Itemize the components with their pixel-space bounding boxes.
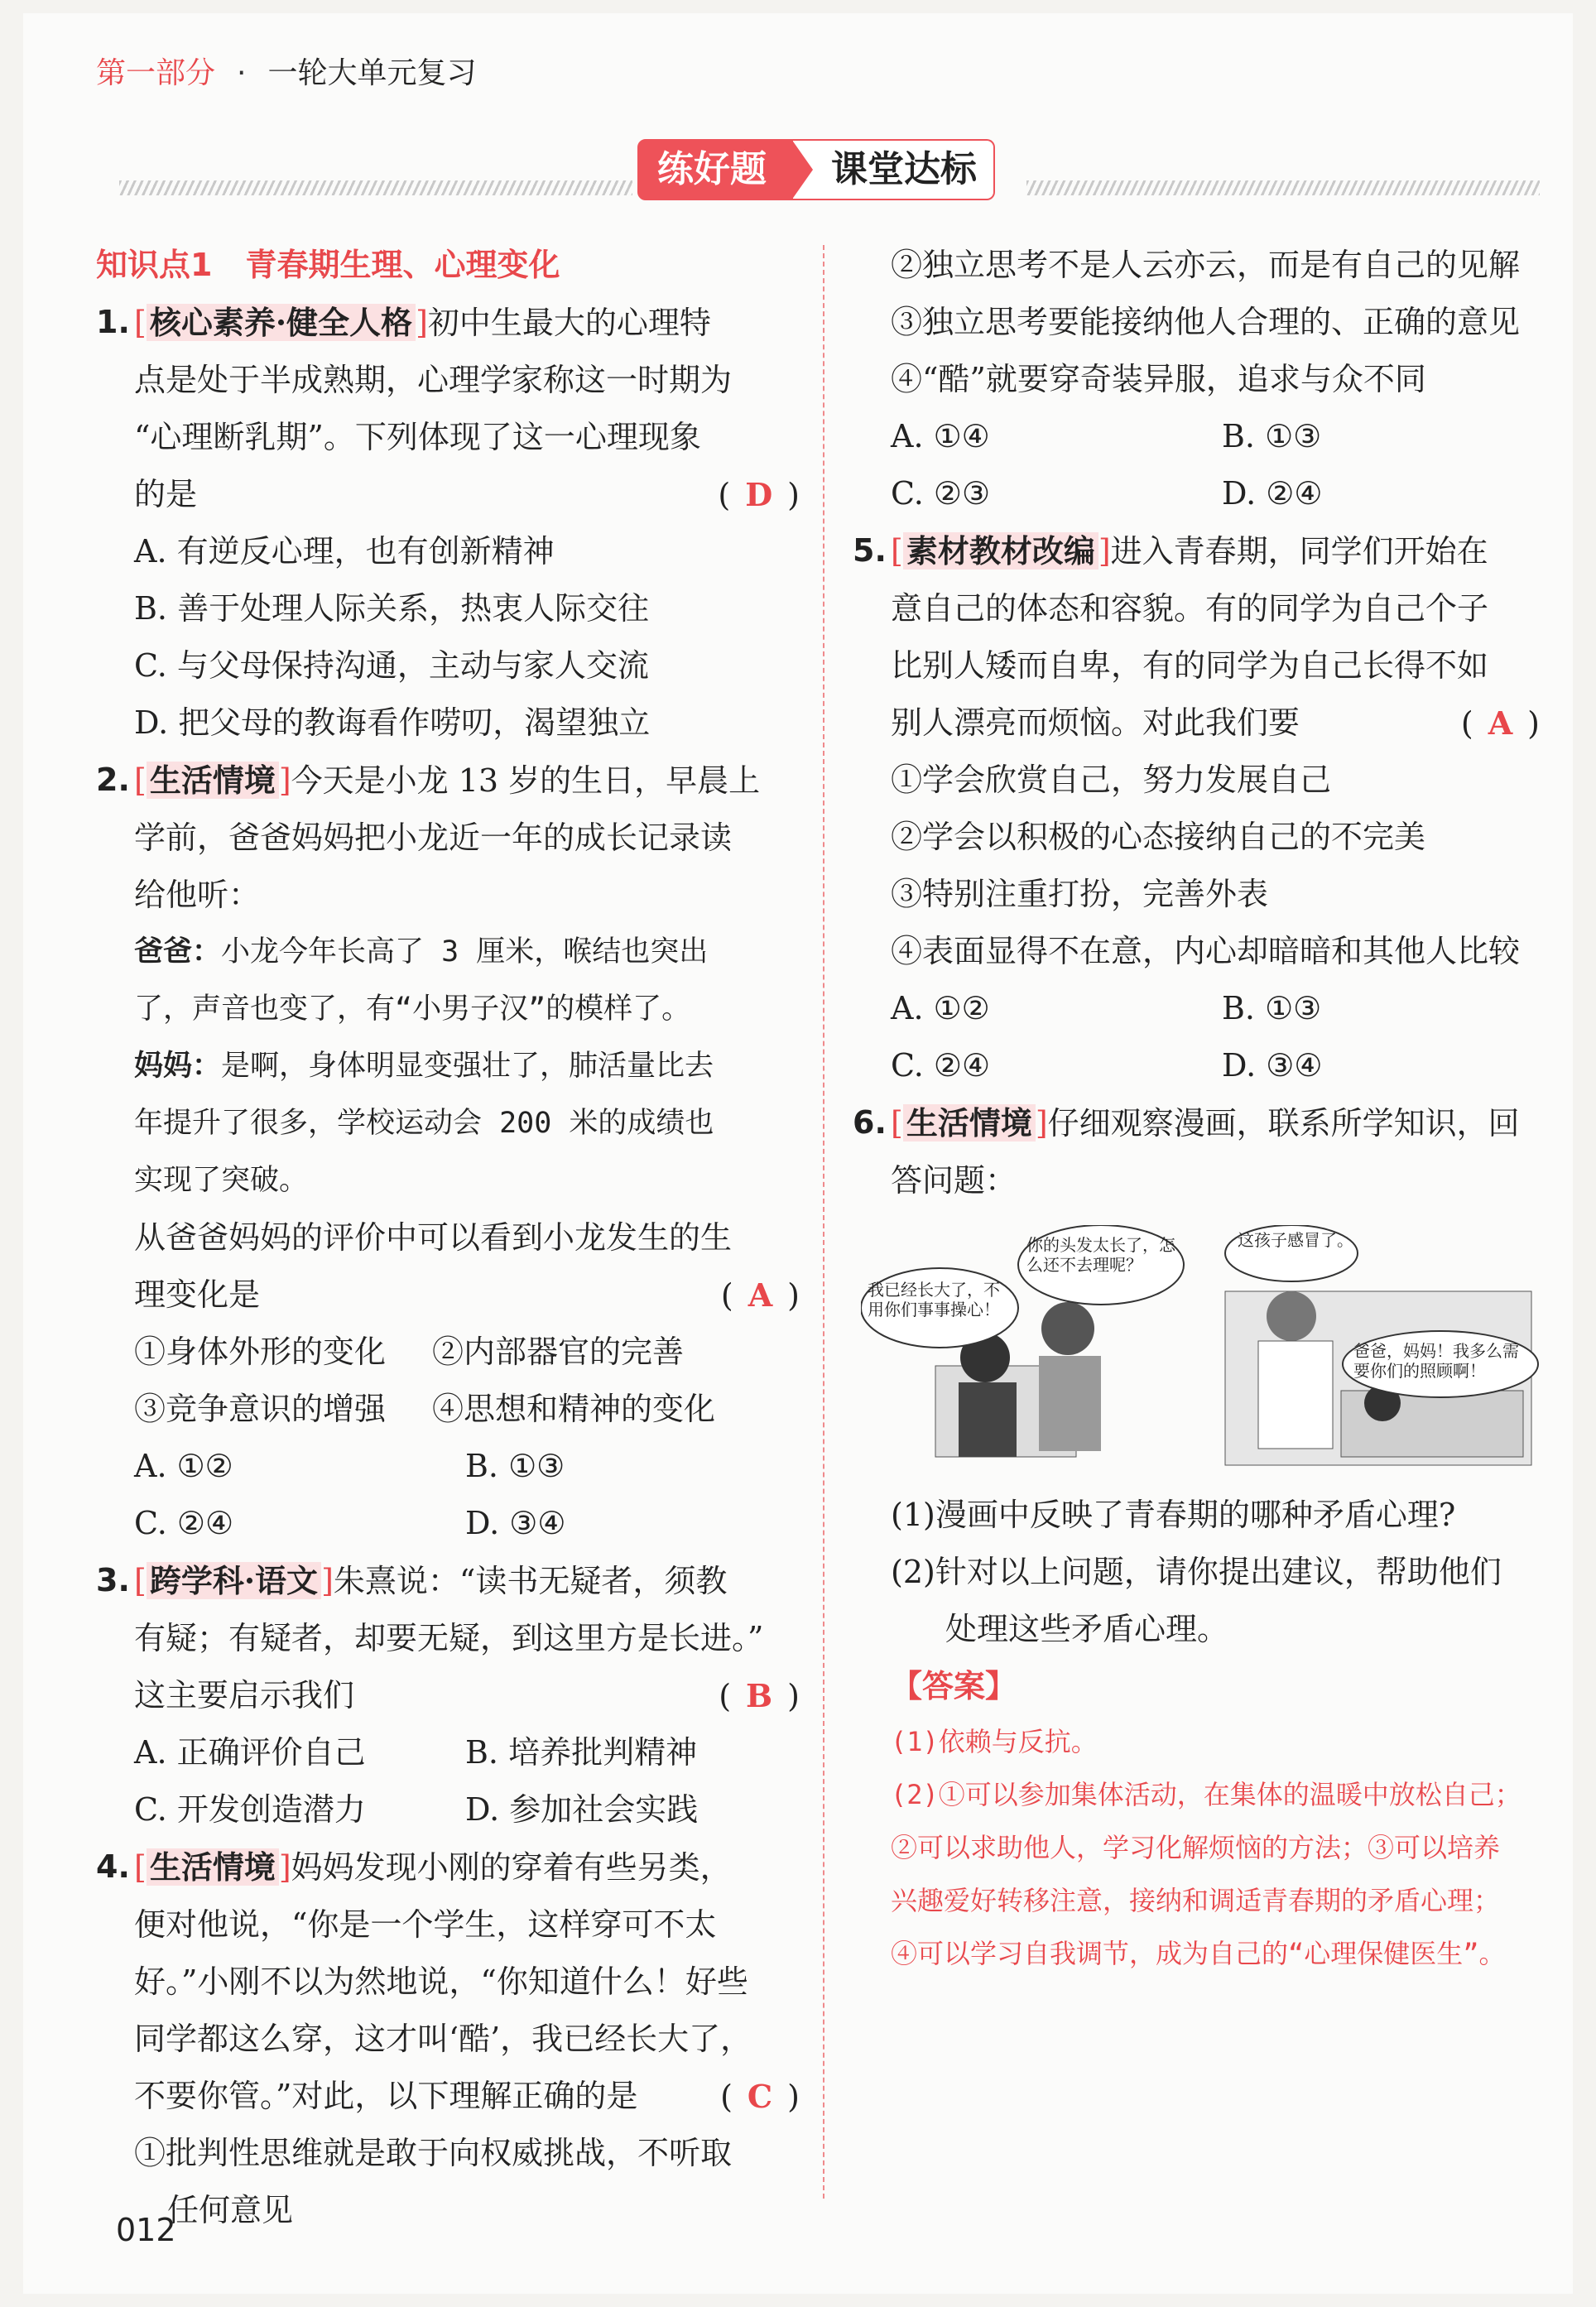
q-stem: 妈妈发现小刚的穿着有些另类， (291, 1849, 732, 1886)
answer-letter: D (745, 476, 773, 513)
item: ②独立思考不是人云亦云，而是有自己的见解 (891, 247, 1521, 283)
q-stem: 理变化是 (134, 1276, 261, 1313)
q-stem: 进入青春期，同学们开始在 (1110, 533, 1488, 570)
hatch-right (1026, 180, 1540, 195)
answer-text (853, 1715, 1540, 1980)
item: ④思想和精神的变化 (432, 1391, 716, 1427)
q-tag: 生活情境 (147, 762, 279, 799)
item: ①批判性思维就是敢于向权威挑战，不听取 (134, 2135, 733, 2171)
comic-mother-head (1041, 1302, 1094, 1355)
q-tag: 生活情境 (147, 1848, 279, 1886)
answer-letter: C (747, 2078, 773, 2115)
option: B. 善于处理人际关系，热衷人际交往 (134, 590, 650, 627)
q-stem: 意自己的体态和容貌。有的同学为自己个子 (891, 590, 1489, 627)
q-stem: 好。”小刚不以为然地说，“你知道什么！好些 (134, 1963, 748, 2000)
answer-letter: B (746, 1677, 773, 1714)
q-tag: 核心素养·健全人格 (147, 304, 416, 341)
option: A. 有逆反心理，也有创新精神 (134, 533, 555, 570)
q-stem: 有疑；有疑者，却要无疑，到这里方是长进。” (134, 1620, 764, 1656)
q-stem: 从爸爸妈妈的评价中可以看到小龙发生的生 (134, 1219, 733, 1256)
answer-label: 【答案】 (891, 1668, 1017, 1704)
option: C. 开发创造潜力 (134, 1791, 366, 1828)
dialogue: 是啊，身体明显变强壮了，肺活量比去 (221, 1050, 714, 1083)
page-number: 012 (116, 2212, 176, 2248)
kp-label: 知识点1 (96, 247, 213, 283)
q-stem: 仔细观察漫画，联系所学知识，回 (1047, 1105, 1520, 1141)
q-stem: 今天是小龙 13 岁的生日，早晨上 (291, 762, 761, 799)
sub-question: (1)漫画中反映了青春期的哪种矛盾心理? (891, 1497, 1456, 1533)
q-stem: 这主要启示我们 (134, 1677, 355, 1713)
bubble-2-text: 你的头发太长了，怎么还不去理呢？ (1026, 1235, 1175, 1275)
q-stem: “心理断乳期”。下列体现了这一心理现象 (134, 419, 701, 455)
item: ②内部器官的完善 (432, 1334, 685, 1370)
item: ③竞争意识的增强 (134, 1391, 387, 1427)
bubble-4-text: 爸爸，妈妈！我多么需要你们的照顾啊！ (1353, 1341, 1519, 1381)
answer-line: 兴趣爱好转移注意，接纳和调适青春期的矛盾心理； (891, 1885, 1501, 1916)
bubble-3-text: 这孩子感冒了。 (1238, 1230, 1353, 1250)
q6-subquestions (853, 1487, 1540, 1980)
hatch-left (119, 180, 632, 195)
kp-title: 青春期生理、心理变化 (245, 247, 560, 283)
answer-bracket: ( A ) (720, 1276, 800, 1314)
q-stem: 比别人矮而自卑，有的同学为自己长得不如 (891, 647, 1489, 684)
option: D. ②④ (1222, 475, 1323, 512)
banner-right: 课堂达标 (793, 139, 995, 200)
q-stem: 便对他说，“你是一个学生，这样穿可不太 (134, 1906, 717, 1943)
q-stem: 朱熹说：“读书无疑者，须教 (333, 1563, 728, 1599)
answer-bracket: ( C ) (720, 2078, 800, 2115)
option: C. ②③ (891, 475, 991, 512)
option: B. 培养批判精神 (465, 1734, 698, 1771)
dialogue: 了，声音也变了，有“小男子汉”的模样了。 (134, 992, 691, 1026)
item: ③特别注重打扮，完善外表 (891, 876, 1269, 912)
dialogue: 实现了突破。 (134, 1164, 309, 1197)
option: C. 与父母保持沟通，主动与家人交流 (134, 647, 649, 684)
option: C. ②④ (134, 1505, 234, 1541)
q-stem: 给他听： (134, 877, 261, 913)
answer-bracket: ( B ) (719, 1677, 800, 1714)
q-tag: 素材教材改编 (903, 532, 1098, 570)
option: D. 参加社会实践 (465, 1791, 699, 1828)
speaker-mom: 妈妈： (134, 1050, 222, 1083)
option: D. ③④ (1222, 1047, 1323, 1084)
knowledge-point-title (96, 237, 800, 294)
q-stem: 答问题： (891, 1162, 1017, 1199)
q-stem: 同学都这么穿，这才叫‘酷’，我已经长大了， (134, 2021, 752, 2057)
q-stem: 别人漂亮而烦恼。对此我们要 (891, 704, 1300, 741)
question-4: 4. [ 生活情境 ]妈妈发现小刚的穿着有些另类， 便对他说，“你是一个学生，这样穿可不太 好。”小刚不以为然地说，“你知道什么！好些 同学都这么穿，这才叫‘酷’，我已经长大了， 不要你管。”对此，以下理解正确的是 ( C ) ①批判性思维就是敢于向权威挑战，不听取 任何意见 (96, 1838, 800, 2239)
answer-letter: A (1488, 704, 1513, 742)
running-header (96, 50, 476, 92)
option: B. ①③ (1222, 990, 1322, 1026)
item: ④“酷”就要穿奇装异服，追求与众不同 (891, 361, 1426, 397)
option: B. ①③ (465, 1448, 565, 1484)
option: D. ③④ (465, 1505, 566, 1541)
answer-line: (2)①可以参加集体活动，在集体的温暖中放松自己； (891, 1779, 1521, 1810)
banner-left: 练好题 (637, 139, 793, 200)
left-column (96, 237, 800, 2239)
answer-letter: A (748, 1276, 773, 1314)
bubble-1-text: 我已经长大了，不用你们事事操心！ (868, 1280, 1000, 1319)
question-2: 2. [ 生活情境 ]今天是小龙 13 岁的生日，早晨上 学前，爸爸妈妈把小龙近一年的成长记录读 给他听： 爸爸：小龙今年长高了 3 厘米，喉结也突出 了，声音也变了，有“小男子汉”的模样了。 妈妈：是啊，身体明显变强壮了，肺活量比去 年提升了很多，学校运动会 200 米的成绩也 实现了突破。 从爸爸妈妈的评价中可以看到小龙发生的生 理变化是 ( A ) ①身体外形的变化 ②内部器官的完善 ③竞争意识的增强 ④思想和精神的变化 A. ①② B. ①③ C. ②④ D. ③④ (96, 752, 800, 1552)
option: D. 把父母的教诲看作唠叨，渴望独立 (134, 704, 651, 741)
q-tag: 生活情境 (903, 1104, 1036, 1141)
column-divider (823, 245, 824, 2199)
q-number: 3. (96, 1562, 130, 1598)
answer-bracket: ( A ) (1460, 704, 1540, 742)
item: 任何意见 (167, 2192, 294, 2228)
question-3: 3. [ 跨学科·语文 ]朱熹说：“读书无疑者，须教 有疑；有疑者，却要无疑，到这里方是长进。” 这主要启示我们 ( B ) A. 正确评价自己 B. 培养批判精神 C. 开发创造潜力 D. 参加社会实践 (96, 1552, 800, 1838)
comic-mother-body (1039, 1356, 1101, 1451)
dialogue: 小龙今年长高了 3 厘米，喉结也突出 (221, 935, 709, 968)
section-banner (637, 139, 995, 200)
q-number: 6. (853, 1104, 887, 1141)
comic-boy-body (959, 1382, 1017, 1457)
question-6: 6. [ 生活情境 ]仔细观察漫画，联系所学知识，回 答问题： (853, 1094, 1540, 1209)
right-column (853, 237, 1540, 1209)
q-stem: 的是 (134, 476, 198, 512)
item: ④表面显得不在意，内心却暗暗和其他人比较 (891, 933, 1521, 969)
q-number: 4. (96, 1848, 130, 1885)
q-stem: 学前，爸爸妈妈把小龙近一年的成长记录读 (134, 819, 733, 856)
comic-doctor-body (1258, 1341, 1333, 1449)
answer-bracket: ( D ) (718, 476, 800, 513)
q-number: 5. (853, 532, 887, 569)
speaker-dad: 爸爸： (134, 935, 222, 968)
answer-line: (1)依赖与反抗。 (891, 1726, 1098, 1757)
comic-illustration (861, 1225, 1540, 1473)
answer-line: ②可以求助他人，学习化解烦恼的方法；③可以培养 (891, 1832, 1501, 1863)
item: ①学会欣赏自己，努力发展自己 (891, 762, 1332, 798)
option: A. 正确评价自己 (134, 1734, 366, 1771)
header-part: 第一部分 (96, 56, 216, 90)
option: A. ①④ (891, 418, 990, 454)
option: A. ①② (891, 990, 990, 1026)
option: A. ①② (134, 1448, 233, 1484)
sub-question: 处理这些矛盾心理。 (945, 1611, 1229, 1647)
item: ②学会以积极的心态接纳自己的不完美 (891, 819, 1426, 855)
option: B. ①③ (1222, 418, 1322, 454)
option: C. ②④ (891, 1047, 991, 1084)
item: ①身体外形的变化 (134, 1334, 387, 1370)
header-dot: · (237, 56, 247, 90)
q-stem: 点是处于半成熟期，心理学家称这一时期为 (134, 362, 733, 398)
question-1: 1. [ 核心素养·健全人格 ]初中生最大的心理特 点是处于半成熟期，心理学家称这一时期为 “心理断乳期”。下列体现了这一心理现象 的是 ( D ) A. 有逆反心理，也有创新精神 B. 善于处理人际关系，热衷人际交往 C. 与父母保持沟通，主动与家人交流 D. 把父母的教诲看作唠叨，渴望独立 (96, 294, 800, 752)
answer-line: ④可以学习自我调节，成为自己的“心理保健医生”。 (891, 1938, 1506, 1969)
question-5: 5. [ 素材教材改编 ]进入青春期，同学们开始在 意自己的体态和容貌。有的同学为自己个子 比别人矮而自卑，有的同学为自己长得不如 别人漂亮而烦恼。对此我们要 ( A ) ①学会欣赏自己，努力发展自己 ②学会以积极的心态接纳自己的不完美 ③特别注重打扮，完善外表 ④表面显得不在意，内心却暗暗和其他人比较 A. ①② B. ①③ C. ②④ D. ③④ (853, 522, 1540, 1094)
comic-doctor-head (1267, 1291, 1316, 1341)
q-number: 2. (96, 762, 130, 798)
sub-question: (2)针对以上问题，请你提出建议，帮助他们 (891, 1554, 1502, 1590)
dialogue: 年提升了很多，学校运动会 200 米的成绩也 (134, 1107, 714, 1140)
q-number: 1. (96, 304, 130, 340)
q-stem: 初中生最大的心理特 (427, 305, 711, 341)
question-4-cont (853, 237, 1540, 522)
item: ③独立思考要能接纳他人合理的、正确的意见 (891, 304, 1521, 340)
header-subtitle: 一轮大单元复习 (267, 56, 477, 90)
q-tag: 跨学科·语文 (147, 1562, 321, 1599)
q-stem: 不要你管。”对此，以下理解正确的是 (134, 2078, 638, 2114)
